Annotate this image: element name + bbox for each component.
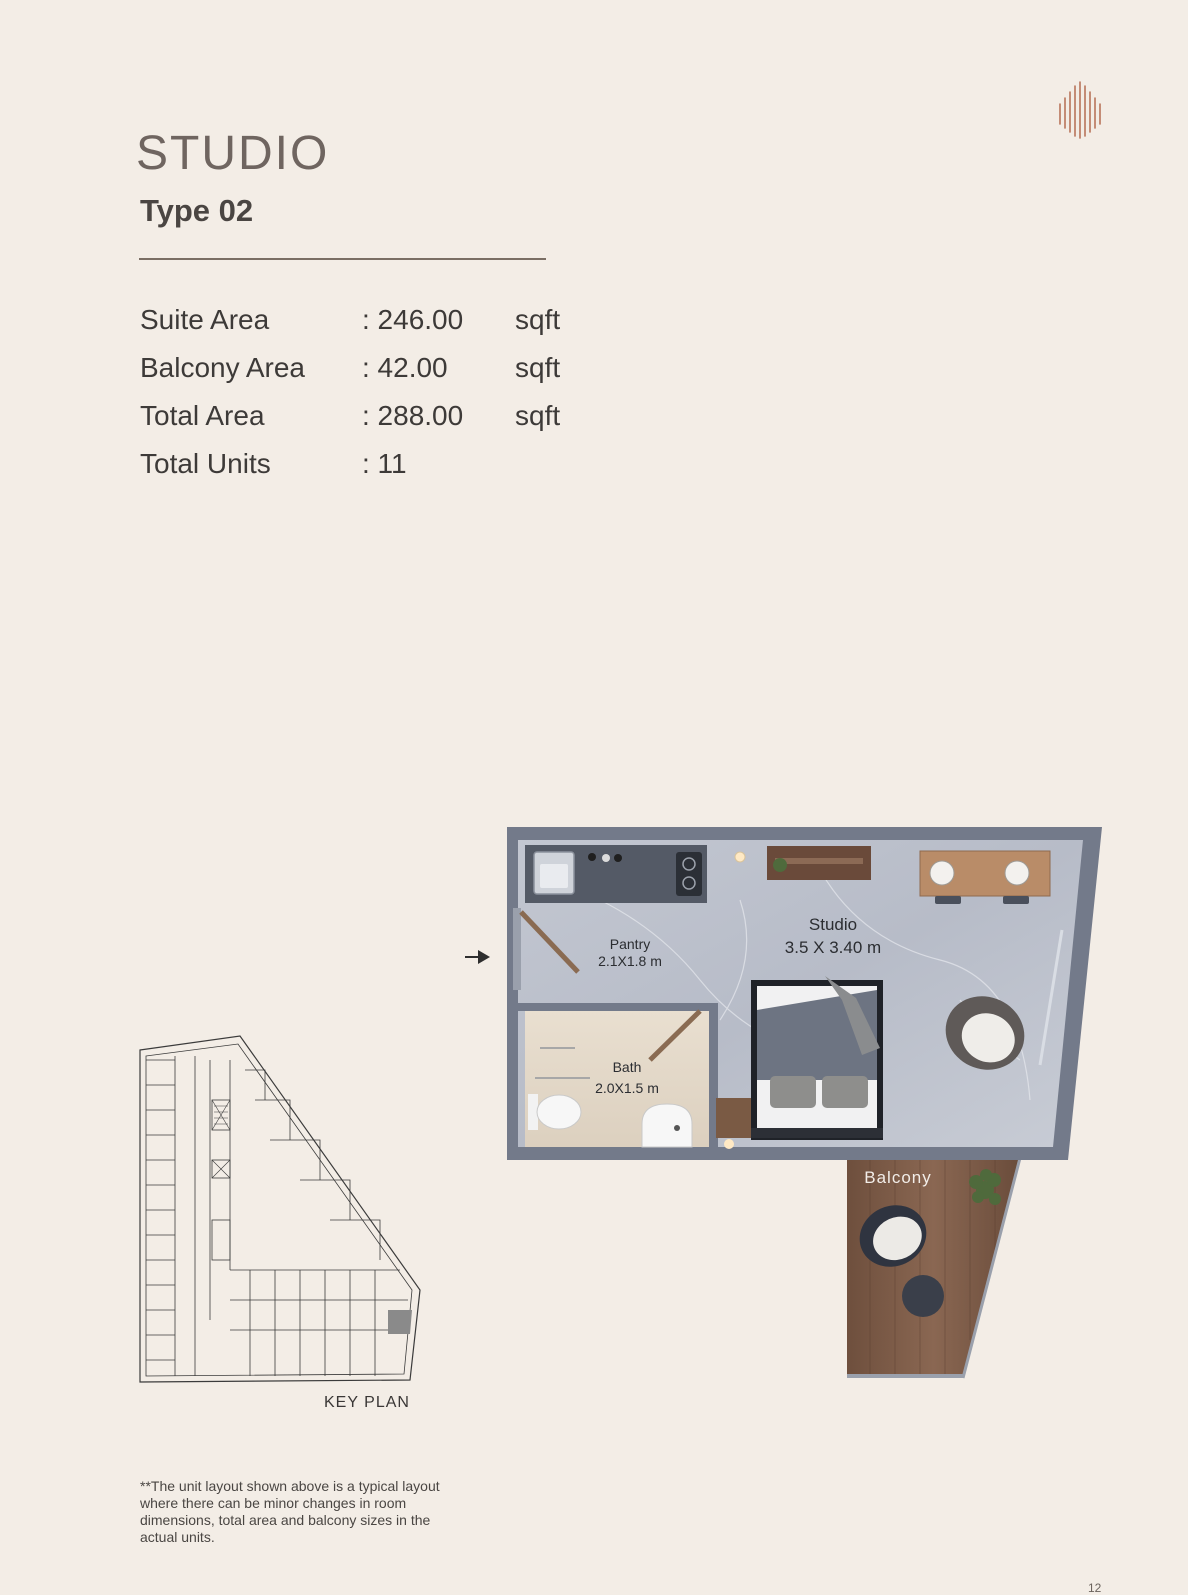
spec-unit: sqft — [515, 304, 561, 335]
bath-room-size: 2.0X1.5 m — [595, 1080, 659, 1096]
studio-room-size: 3.5 X 3.40 m — [784, 938, 882, 957]
pantry-room-name: Pantry — [609, 936, 651, 952]
key-plan-label: KEY PLAN — [324, 1394, 410, 1411]
brand-logo-icon — [1058, 80, 1102, 140]
nightstand — [716, 1098, 752, 1138]
spec-label: Balcony Area — [140, 352, 305, 383]
balcony-table-icon — [902, 1275, 944, 1317]
spec-unit: sqft — [515, 400, 561, 431]
bed-icon — [751, 976, 883, 1140]
spec-value: : 11 — [362, 448, 407, 479]
disclaimer-note: **The unit layout shown above is a typical layout where there can be minor changes in room dimensions, total area and balcony sizes in the actual units. — [140, 1478, 440, 1545]
spec-label: Total Area — [140, 400, 265, 431]
dining-desk — [920, 851, 1050, 904]
spec-label: Suite Area — [140, 304, 270, 335]
page-title: STUDIO — [136, 127, 330, 180]
balcony-area — [847, 1158, 1020, 1378]
spec-label: Total Units — [140, 448, 271, 479]
kitchen-counter — [525, 845, 707, 903]
pantry-room-size: 2.1X1.8 m — [598, 953, 662, 969]
key-plan-highlighted-unit — [388, 1310, 412, 1334]
floor-plan — [455, 820, 1120, 1385]
balcony-room-name: Balcony — [864, 1168, 932, 1187]
spec-unit: sqft — [515, 352, 561, 383]
spec-value: : 246.00 — [362, 304, 464, 335]
unit-type: Type 02 — [140, 193, 254, 228]
spec-value: : 288.00 — [362, 400, 464, 431]
page-number: 12 — [1088, 1581, 1102, 1595]
title-divider — [139, 258, 546, 260]
key-plan — [136, 1028, 426, 1388]
sink-icon — [642, 1104, 692, 1147]
spec-value: : 42.00 — [362, 352, 448, 383]
toilet-icon — [528, 1094, 581, 1130]
studio-room-name: Studio — [808, 915, 858, 934]
bath-room-name: Bath — [612, 1059, 642, 1075]
